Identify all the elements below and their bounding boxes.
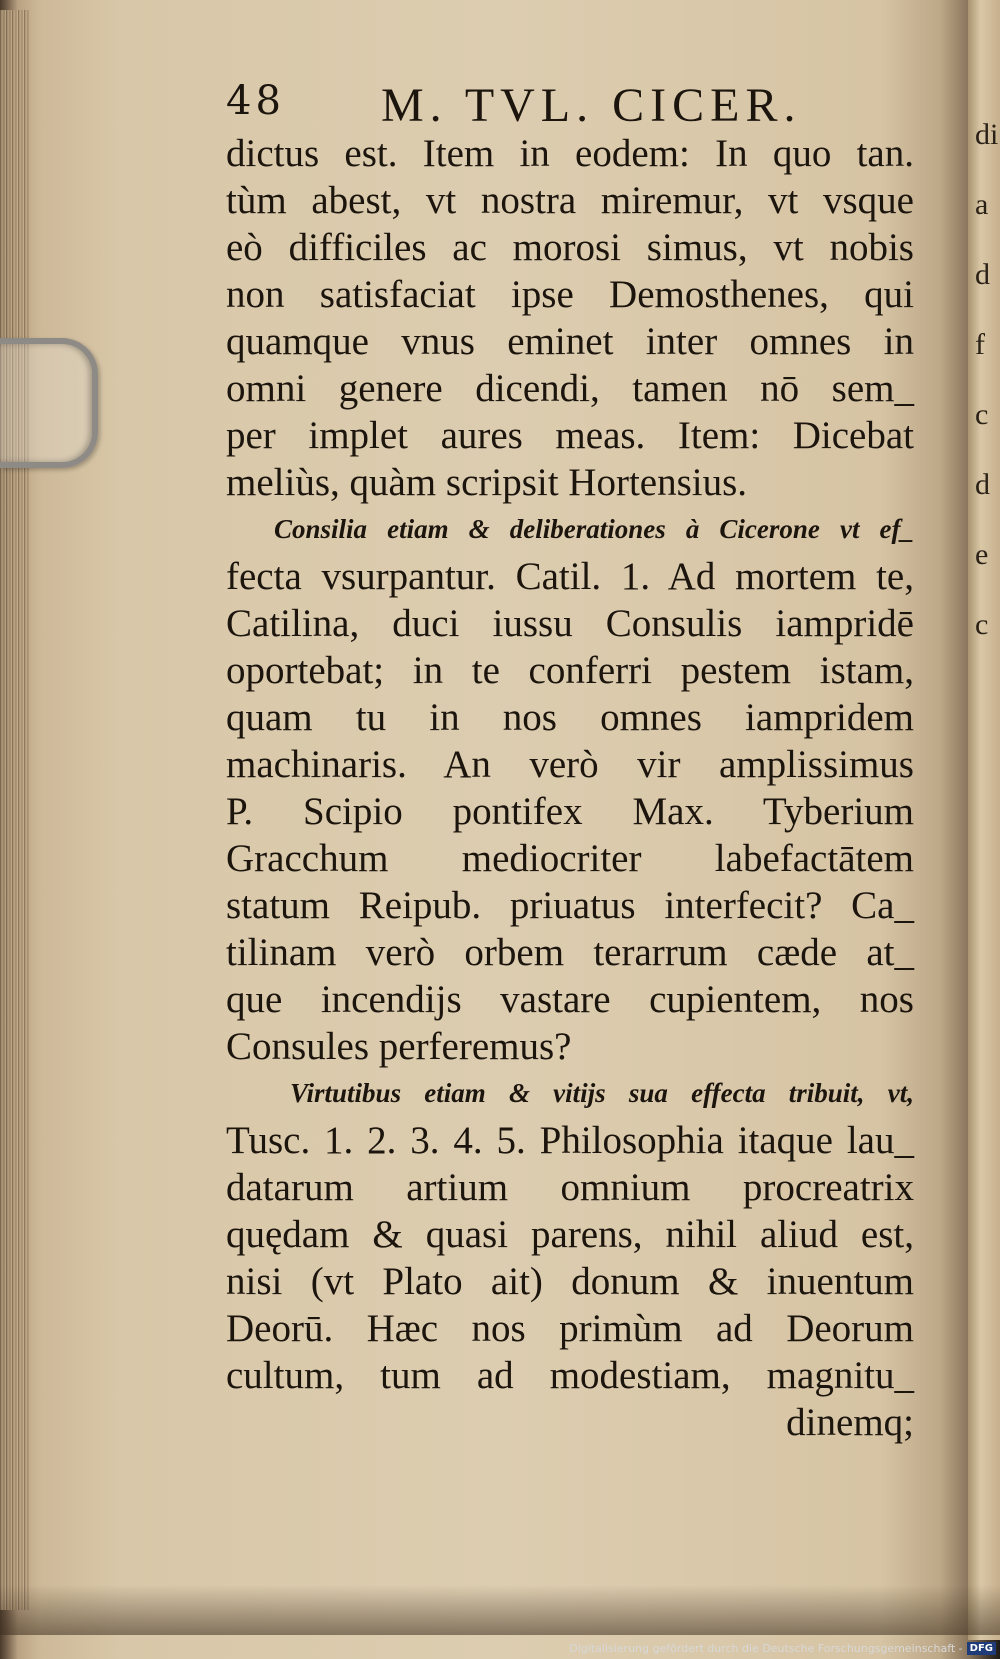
- text-line: eò difficiles ac morosi simus, vt nobis: [226, 226, 914, 269]
- facing-fragment-line: c: [975, 608, 989, 641]
- side-heading: Virtutibus etiam & vitijs sua effecta tribuit, vt,: [290, 1078, 914, 1108]
- text-line: omni genere dicendi, tamen nō sem_: [226, 367, 914, 410]
- text-line: quędam & quasi parens, nihil aliud est,: [226, 1213, 914, 1256]
- text-line: cultum, tum ad modestiam, magnitu_: [226, 1354, 914, 1397]
- text-line: Consules perferemus?: [226, 1025, 572, 1068]
- text-line: non satisfaciat ipse Demosthenes, qui: [226, 273, 914, 316]
- text-line: fecta vsurpantur. Catil. 1. Ad mortem te,: [226, 555, 914, 598]
- text-line: Gracchum mediocriter labefactātem: [226, 837, 914, 880]
- facing-fragment-line: f: [975, 328, 985, 361]
- text-line: meliùs, quàm scripsit Hortensius.: [226, 461, 748, 504]
- text-line: tùm abest, vt nostra miremur, vt vsque: [226, 179, 914, 222]
- text-line: nisi (vt Plato ait) donum & inuentum: [226, 1260, 914, 1303]
- facing-fragment-line: a: [975, 188, 989, 221]
- text-line: machinaris. An verò vir amplissimus: [226, 743, 914, 786]
- catchword: dinemq;: [786, 1401, 914, 1444]
- text-line: Catilina, duci iussu Consulis iampridē: [226, 602, 914, 645]
- text-line: dictus est. Item in eodem: In quo tan.: [226, 132, 914, 175]
- side-heading: Consilia etiam & deliberationes à Cicerone vt ef_: [274, 514, 914, 544]
- text-line: per implet aures meas. Item: Dicebat: [226, 414, 914, 457]
- text-line: statum Reipub. priuatus interfecit? Ca_: [226, 884, 914, 927]
- facing-fragment-line: e: [975, 538, 989, 571]
- facing-fragment-line: di: [975, 118, 999, 151]
- page-number: 48: [226, 78, 285, 124]
- facing-fragment-line: d: [975, 258, 990, 291]
- facing-page-text: [975, 100, 999, 660]
- text-line: quamque vnus eminet inter omnes in: [226, 320, 914, 363]
- text-line: datarum artium omnium procreatrix: [226, 1166, 914, 1209]
- dfg-logo: DFG: [967, 1642, 996, 1655]
- text-line: tilinam verò orbem terarrum cæde at_: [226, 931, 914, 974]
- page-stack-edges: [0, 10, 30, 1610]
- text-line: oportebat; in te conferri pestem istam,: [226, 649, 914, 692]
- page-bottom-shadow: [0, 1585, 1000, 1635]
- text-line: Tusc. 1. 2. 3. 4. 5. Philosophia itaque lau_: [226, 1119, 914, 1162]
- text-line: P. Scipio pontifex Max. Tyberium: [226, 790, 914, 833]
- running-head: M. TVL. CICER.: [381, 79, 802, 132]
- facing-fragment-line: d: [975, 468, 990, 501]
- facing-fragment-line: c: [975, 398, 989, 431]
- page-header: [226, 78, 876, 138]
- digitization-credit: [569, 1639, 996, 1657]
- text-line: quam tu in nos omnes iampridem: [226, 696, 914, 739]
- text-line: que incendijs vastare cupientem, nos: [226, 978, 914, 1021]
- body-text: [226, 130, 914, 1446]
- credit-text: Digitalisierung gefördert durch die Deutsche Forschungsgemeinschaft -: [569, 1641, 963, 1655]
- page: [40, 0, 965, 1630]
- text-line: Deorū. Hæc nos primùm ad Deorum: [226, 1307, 914, 1350]
